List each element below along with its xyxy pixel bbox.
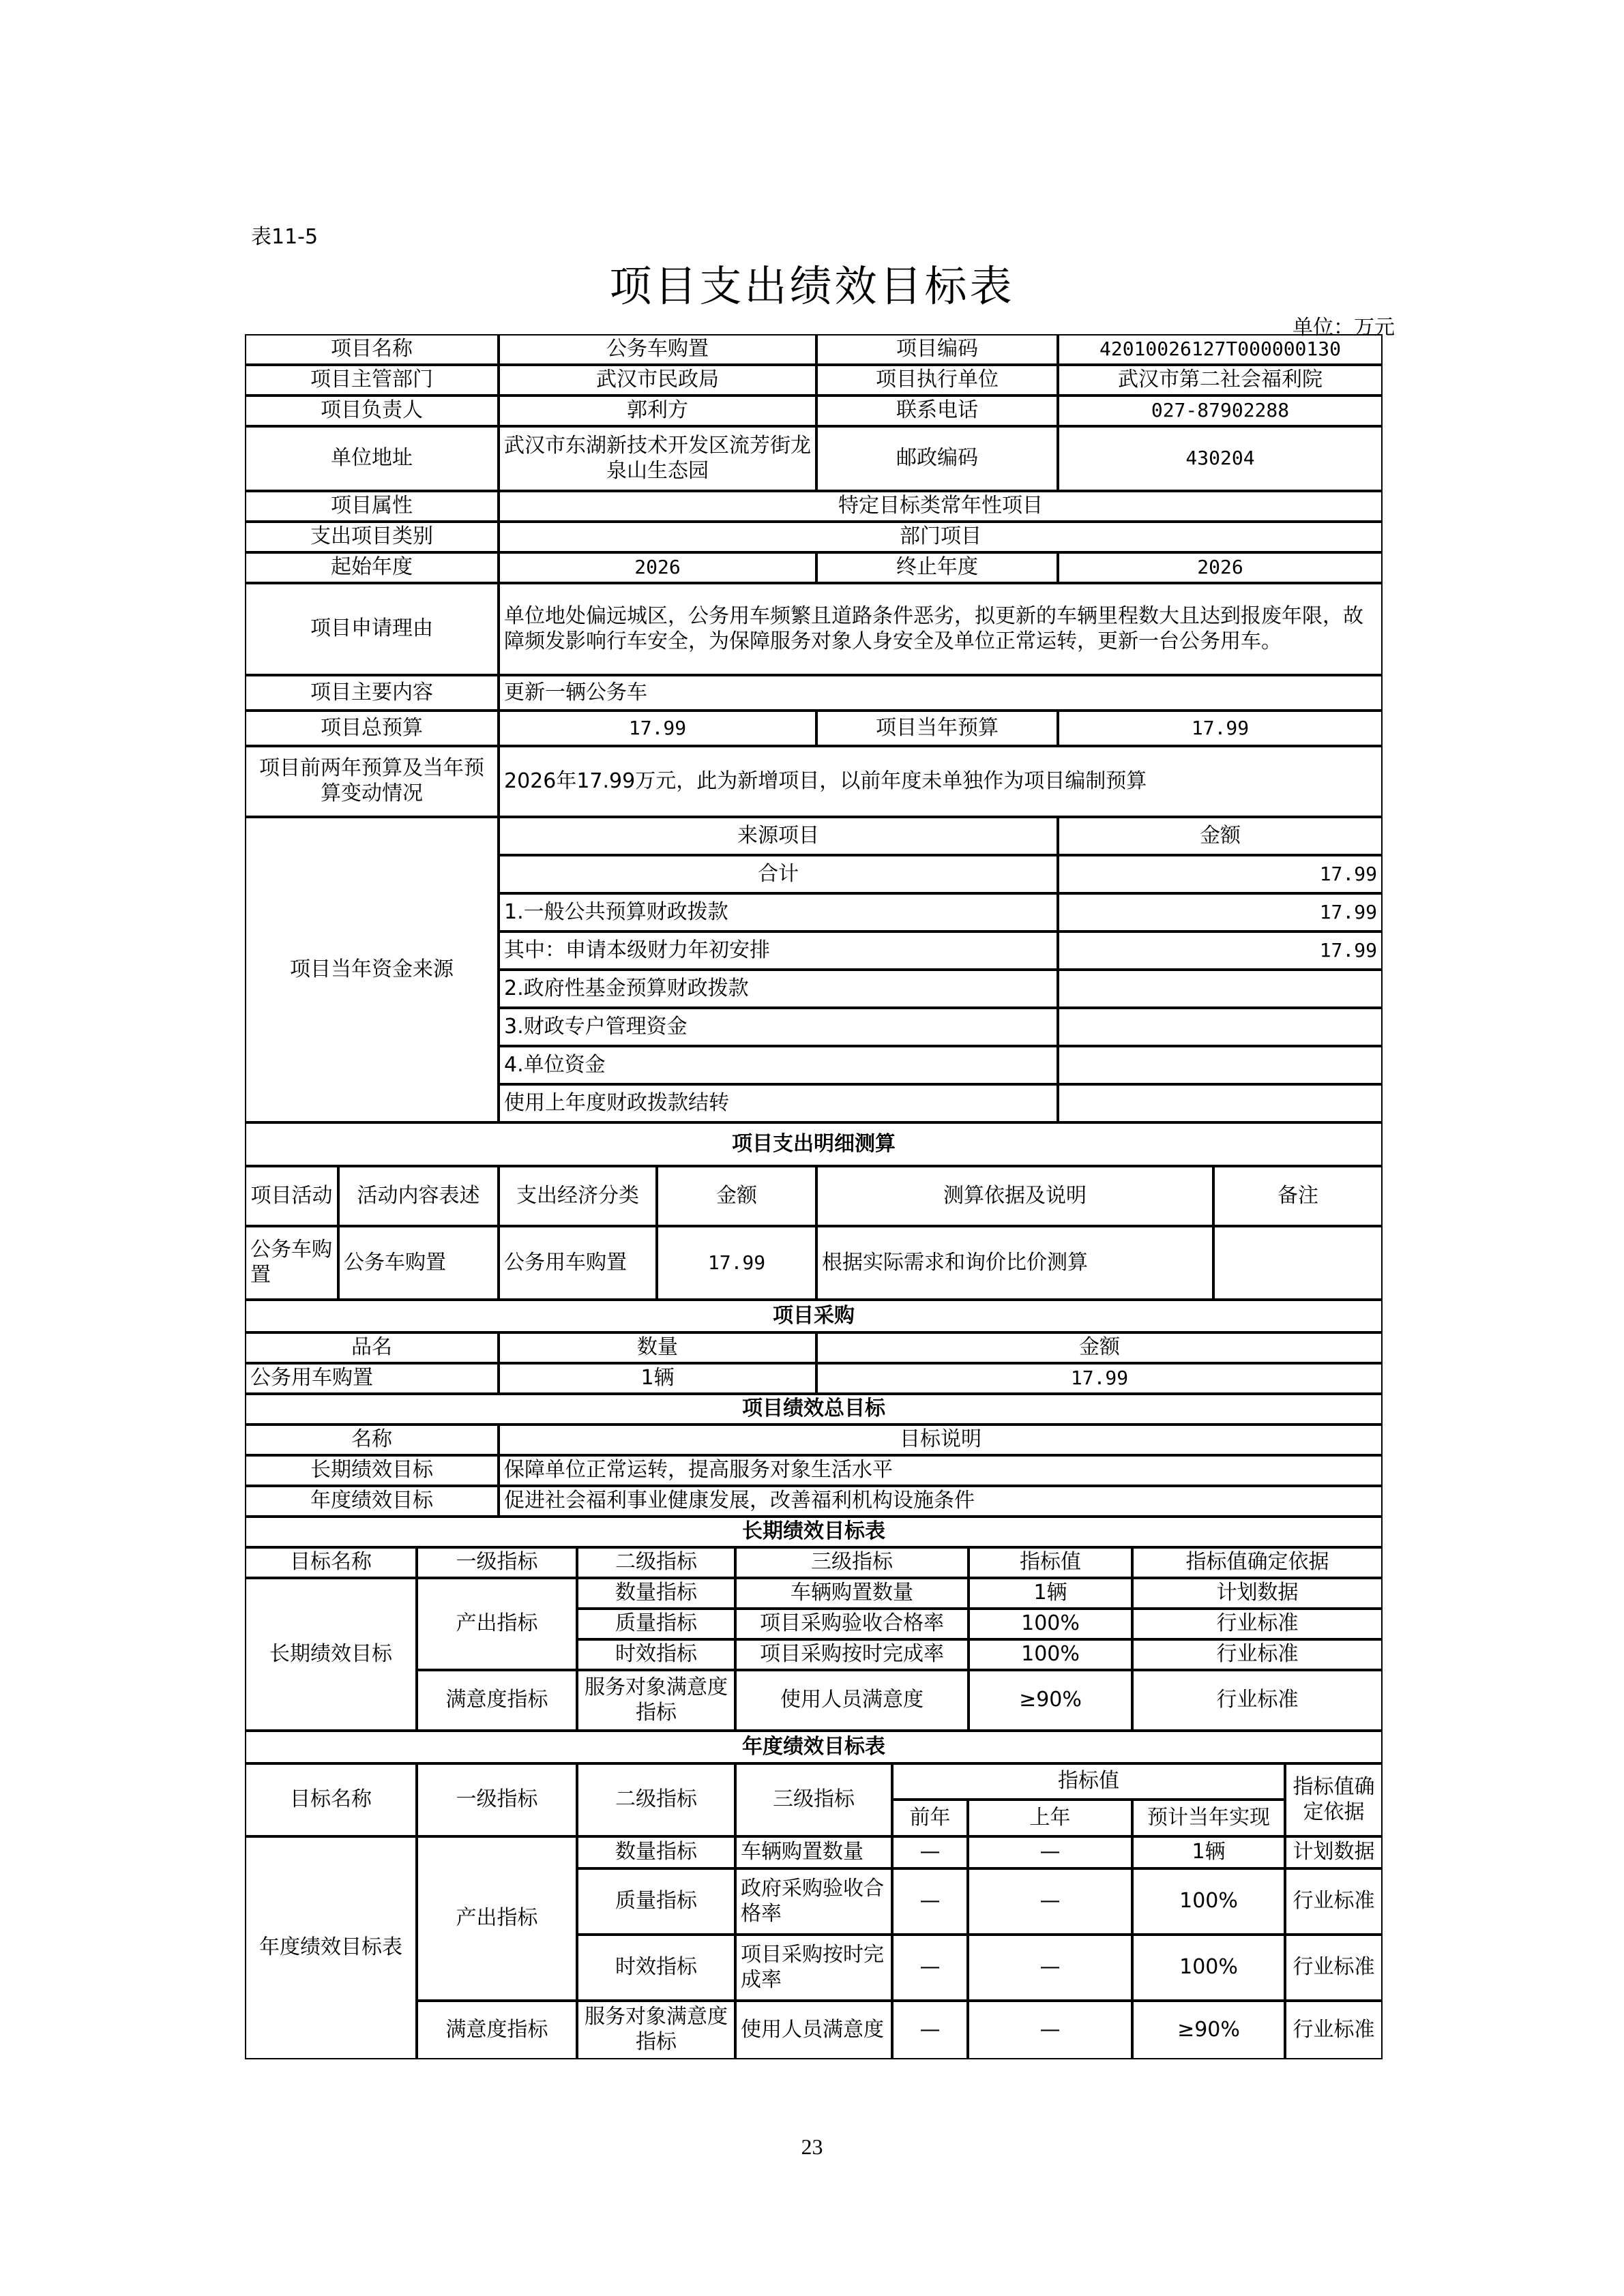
cell-funding-source: 合计 [499,855,1058,893]
cell-procurement-value: 1辆 [499,1363,816,1394]
cell-longterm-l2: 时效指标 [577,1639,735,1670]
cell-detail-header: 活动内容表述 [338,1166,499,1226]
cell-annual-basis: 行业标准 [1285,1935,1383,2001]
cell-annual-prev1: — [968,2001,1132,2059]
cell-overall-desc: 保障单位正常运转，提高服务对象生活水平 [499,1455,1383,1486]
cell-funding-amount [1058,970,1383,1008]
page-title: 项目支出绩效目标表 [609,261,1015,311]
cell-exec-label: 项目执行单位 [816,365,1058,396]
cell-funding-amount: 17.99 [1058,931,1383,970]
cell-longterm-l2: 服务对象满意度指标 [577,1670,735,1731]
cell-content: 更新一辆公务车 [499,675,1383,711]
cell-funding-source: 1.一般公共预算财政拨款 [499,893,1058,931]
cell-person-label: 项目负责人 [245,396,499,426]
cell-project-name-label: 项目名称 [245,334,499,365]
cell-annual-l2: 质量指标 [577,1868,735,1935]
cell-annual-prev1: — [968,1868,1132,1935]
cell-longterm-basis: 行业标准 [1132,1609,1383,1639]
cell-phone: 027-87902288 [1058,396,1383,426]
cell-reason: 单位地处偏远城区，公务用车频繁且道路条件恶劣，拟更新的车辆里程数大且达到报废年限，故障频发影响行车安全，为保障服务对象人身安全及单位正常运转，更新一台公务用车。 [499,583,1383,675]
cell-longterm-target: 长期绩效目标 [245,1578,417,1731]
cell-detail-value: 公务用车购置 [499,1226,657,1300]
cell-procurement-header: 数量 [499,1332,816,1363]
cell-longterm-l3: 车辆购置数量 [735,1578,969,1609]
cell-overall-desc: 促进社会福利事业健康发展，改善福利机构设施条件 [499,1486,1383,1517]
cell-annual-prev2: — [892,1836,968,1868]
cell-detail-header: 备注 [1213,1166,1383,1226]
section-annual-title: 年度绩效目标表 [245,1731,1383,1763]
cell-longterm-value: 1辆 [969,1578,1132,1609]
cell-detail-value: 17.99 [657,1226,816,1300]
cell-person: 郭利方 [499,396,816,426]
cell-annual-prev2: — [892,1868,968,1935]
cell-annual-current: 100% [1132,1935,1285,2001]
cell-annual-header: 三级指标 [735,1763,892,1836]
cell-current-label: 项目当年预算 [816,711,1058,746]
cell-current: 17.99 [1058,711,1383,746]
cell-attr: 特定目标类常年性项目 [499,491,1383,522]
cell-longterm-basis: 计划数据 [1132,1578,1383,1609]
cell-longterm-l3: 项目采购验收合格率 [735,1609,969,1639]
cell-annual-l2: 服务对象满意度指标 [577,2001,735,2059]
cell-longterm-output: 产出指标 [417,1578,577,1670]
cell-annual-target: 年度绩效目标表 [245,1836,417,2059]
cell-address: 武汉市东湖新技术开发区流芳街龙泉山生态园 [499,426,816,491]
cell-longterm-l2: 质量指标 [577,1609,735,1639]
cell-change: 2026年17.99万元，此为新增项目，以前年度未单独作为项目编制预算 [499,746,1383,817]
cell-funding-amount [1058,1084,1383,1122]
cell-funding-source: 4.单位资金 [499,1046,1058,1084]
cell-project-name: 公务车购置 [499,334,816,365]
cell-annual-header: 二级指标 [577,1763,735,1836]
cell-funding-source: 其中：申请本级财力年初安排 [499,931,1058,970]
section-procurement-title: 项目采购 [245,1300,1383,1332]
cell-end-label: 终止年度 [816,552,1058,583]
cell-longterm-value: 100% [969,1609,1132,1639]
cell-annual-header: 指标值 [892,1763,1285,1800]
cell-annual-subheader: 前年 [892,1800,968,1836]
cell-dept: 武汉市民政局 [499,365,816,396]
cell-annual-basis: 计划数据 [1285,1836,1383,1868]
cell-annual-header: 一级指标 [417,1763,577,1836]
cell-annual-current: 100% [1132,1868,1285,1935]
cell-longterm-l3: 使用人员满意度 [735,1670,969,1731]
cell-zip: 430204 [1058,426,1383,491]
cell-annual-prev1: — [968,1935,1132,2001]
cell-zip-label: 邮政编码 [816,426,1058,491]
cell-address-label: 单位地址 [245,426,499,491]
cell-longterm-value: 100% [969,1639,1132,1670]
cell-longterm-satisfaction: 满意度指标 [417,1670,577,1731]
cell-longterm-header: 指标值 [969,1547,1132,1578]
cell-dept-label: 项目主管部门 [245,365,499,396]
cell-funding-source: 3.财政专户管理资金 [499,1008,1058,1046]
cell-procurement-header: 金额 [816,1332,1383,1363]
cell-annual-l3: 车辆购置数量 [735,1836,892,1868]
cell-content-label: 项目主要内容 [245,675,499,711]
cell-exec: 武汉市第二社会福利院 [1058,365,1383,396]
cell-detail-header: 金额 [657,1166,816,1226]
cell-total: 17.99 [499,711,816,746]
cell-funding-source: 2.政府性基金预算财政拨款 [499,970,1058,1008]
cell-annual-satisfaction: 满意度指标 [417,2001,577,2059]
section-longterm-title: 长期绩效目标表 [245,1517,1383,1547]
cell-overall-name: 年度绩效目标 [245,1486,499,1517]
cell-detail-value: 根据实际需求和询价比价测算 [816,1226,1213,1300]
cell-project-code-label: 项目编码 [816,334,1058,365]
cell-longterm-l3: 项目采购按时完成率 [735,1639,969,1670]
cell-funding-amount: 17.99 [1058,893,1383,931]
cell-procurement-value: 公务用车购置 [245,1363,499,1394]
cell-category: 部门项目 [499,522,1383,552]
cell-annual-prev2: — [892,2001,968,2059]
cell-reason-label: 项目申请理由 [245,583,499,675]
cell-annual-subheader: 预计当年实现 [1132,1800,1285,1836]
cell-annual-current: ≥90% [1132,2001,1285,2059]
cell-longterm-header: 指标值确定依据 [1132,1547,1383,1578]
cell-annual-l3: 使用人员满意度 [735,2001,892,2059]
cell-funding-amount [1058,1008,1383,1046]
cell-overall-header: 名称 [245,1425,499,1455]
cell-annual-basis: 行业标准 [1285,1868,1383,1935]
table-number: 表11-5 [251,225,319,249]
cell-annual-prev2: — [892,1935,968,2001]
cell-annual-l2: 时效指标 [577,1935,735,2001]
cell-end: 2026 [1058,552,1383,583]
cell-annual-l3: 政府采购验收合格率 [735,1868,892,1935]
cell-longterm-header: 一级指标 [417,1547,577,1578]
cell-start: 2026 [499,552,816,583]
cell-change-label: 项目前两年预算及当年预算变动情况 [245,746,499,817]
cell-annual-output: 产出指标 [417,1836,577,2001]
cell-start-label: 起始年度 [245,552,499,583]
cell-detail-value: 公务车购置 [338,1226,499,1300]
cell-procurement-header: 品名 [245,1332,499,1363]
section-overall-title: 项目绩效总目标 [245,1394,1383,1425]
page-number: 23 [801,2134,823,2159]
cell-longterm-basis: 行业标准 [1132,1639,1383,1670]
cell-project-code: 42010026127T000000130 [1058,334,1383,365]
cell-attr-label: 项目属性 [245,491,499,522]
cell-annual-current: 1辆 [1132,1836,1285,1868]
unit-label: 单位：万元 [1293,316,1395,340]
cell-longterm-header: 三级指标 [735,1547,969,1578]
cell-detail-header: 项目活动 [245,1166,338,1226]
cell-longterm-header: 二级指标 [577,1547,735,1578]
section-detail-title: 项目支出明细测算 [245,1122,1383,1166]
cell-longterm-value: ≥90% [969,1670,1132,1731]
cell-detail-value [1213,1226,1383,1300]
cell-annual-l3: 项目采购按时完成率 [735,1935,892,2001]
cell-funding-amount [1058,1046,1383,1084]
cell-longterm-basis: 行业标准 [1132,1670,1383,1731]
cell-detail-value: 公务车购置 [245,1226,338,1300]
cell-annual-header: 目标名称 [245,1763,417,1836]
performance-target-table [246,335,1383,2060]
cell-total-label: 项目总预算 [245,711,499,746]
cell-annual-subheader: 上年 [968,1800,1132,1836]
cell-detail-header: 测算依据及说明 [816,1166,1213,1226]
cell-overall-header: 目标说明 [499,1425,1383,1455]
cell-annual-l2: 数量指标 [577,1836,735,1868]
cell-funding-amount: 17.99 [1058,855,1383,893]
cell-category-label: 支出项目类别 [245,522,499,552]
cell-annual-header: 指标值确定依据 [1285,1763,1383,1836]
cell-detail-header: 支出经济分类 [499,1166,657,1226]
cell-annual-prev1: — [968,1836,1132,1868]
cell-annual-basis: 行业标准 [1285,2001,1383,2059]
cell-funding-source-header: 来源项目 [499,817,1058,855]
cell-phone-label: 联系电话 [816,396,1058,426]
cell-funding-label: 项目当年资金来源 [245,817,499,1122]
cell-funding-source: 使用上年度财政拨款结转 [499,1084,1058,1122]
cell-procurement-value: 17.99 [816,1363,1383,1394]
cell-longterm-header: 目标名称 [245,1547,417,1578]
cell-overall-name: 长期绩效目标 [245,1455,499,1486]
cell-longterm-l2: 数量指标 [577,1578,735,1609]
cell-funding-amount-header: 金额 [1058,817,1383,855]
